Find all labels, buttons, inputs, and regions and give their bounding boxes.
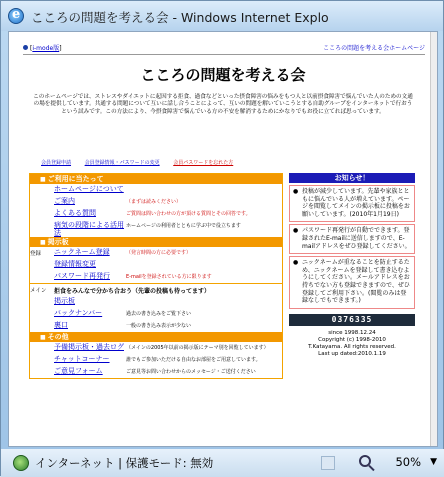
status-bar (1, 449, 444, 477)
chat-desc: 誰でもご参加いただける自由なお部屋をご用意しています。 (126, 357, 261, 363)
nickname-desc: （発言時間の方に必要です） (126, 250, 192, 256)
section-header: ■ ご利用に当たって (30, 174, 282, 184)
backnumber-desc: 過去の書き込みをご覧下さい (126, 311, 192, 317)
notice-item: ● パスワード再発行が自動でできます。登録されたE-mailに送信しますので、E-mailアドレスをぜひ登録してください。 (289, 224, 415, 254)
row-label: メイン (30, 288, 47, 294)
menu-row (30, 196, 282, 208)
page-title: こころの問題を考える会 (140, 66, 306, 84)
backdoor-desc: 一般の書き込み表示が少ない (126, 323, 192, 329)
updated-text: Last up dated:2010.1.19 (318, 350, 386, 357)
backdoor-link[interactable]: 裏口 (54, 321, 68, 329)
notice-header: お知らせ！ (289, 173, 415, 183)
password-reissue-link[interactable]: パスワード再発行 (54, 272, 110, 280)
chevron-down-icon[interactable]: ▼ (430, 457, 437, 467)
about-link[interactable]: ホームページについて (54, 185, 124, 193)
page-viewport[interactable] (8, 31, 438, 447)
password-desc: E-mailを登録されている方に限ります (126, 274, 212, 280)
copyright-text: Copyright (c) 1998-2010 (318, 336, 386, 343)
menu-row (30, 259, 282, 271)
title-bar (1, 1, 443, 31)
menu-row (30, 342, 282, 354)
vertical-scrollbar[interactable] (430, 32, 437, 446)
imode-link[interactable]: i-mode版 (32, 45, 60, 52)
feedback-desc: ご意見等お問い合わせからのメッセージ・ご送付ください (126, 369, 256, 375)
intro-text: このホームページでは、ストレスやダイエットに起因する拒食、過食などといった摂食障害の悩みをもつ人と以前摂食障害で悩んでいた人のための文通の場を提供しています。共通する問題について互いに話し合うことによって、互いの問題を解いていこうとする自助グループをインターネットで行おうという試みです。この方法により、今摂食障害で悩んでいる方の不安を解消するためにかなりでもお役に立てれば思っています。 (33, 94, 413, 115)
ie-icon (8, 8, 24, 24)
bullet-icon (23, 45, 28, 50)
quick-link-change[interactable]: 会員登録情報・パスワードの変更 (84, 160, 160, 166)
guide-link[interactable]: ご案内 (54, 197, 75, 205)
main-board-title: 拒食をみんなで分かち合おう（先輩の投稿も待ってます） (54, 288, 211, 295)
menu-row (30, 366, 282, 378)
zoom-level[interactable]: 50% (395, 455, 421, 469)
since-text: since 1998.12.24 (328, 329, 376, 336)
chat-link[interactable]: チャットコーナー (54, 355, 110, 363)
feedback-link[interactable]: ご意見フォーム (54, 367, 103, 375)
menu-row (30, 354, 282, 366)
menu-row (30, 271, 282, 283)
section-header: ■ その他 (30, 332, 282, 342)
menu-row (30, 208, 282, 220)
menu-row (30, 283, 282, 296)
faq-link[interactable]: よくある質問 (54, 209, 96, 217)
divider (23, 54, 425, 55)
nickname-link[interactable]: ニックネーム登録 (54, 248, 110, 256)
faq-desc: ご質問は問い合わせの方が頂ける質問とその回答です。 (126, 211, 251, 217)
footer-info (289, 330, 415, 358)
menu-row (30, 308, 282, 320)
notice-panel (289, 173, 415, 358)
notice-item: ● ニックネームが重なることを防止するため、ニックネームを登録して書き込むようにしてください。メールアドレスをお持ちでない方も登録できますので、ぜひ登録してご利用下さい。(閲覧のみは登録なしでもできます。) (289, 256, 415, 309)
page (13, 32, 433, 447)
security-icon[interactable] (321, 456, 335, 470)
status-zone-text: インターネット | 保護モード: 無効 (35, 456, 214, 470)
backup-desc: （メインの2005年以前の掲示版にテーマ別を回覧しています） (126, 345, 269, 351)
backup-board-link[interactable]: 予備掲示板・過去ログ (54, 343, 124, 351)
usage-link[interactable]: 病気の段階による活用法 (54, 221, 124, 237)
quick-link-register[interactable]: 会員登録申請 (41, 160, 72, 166)
menu-row (30, 296, 282, 308)
menu-row (30, 184, 282, 196)
main-menu (29, 173, 283, 379)
backnumber-link[interactable]: バックナンバー (54, 309, 103, 317)
quick-links (41, 159, 421, 166)
globe-icon (13, 455, 29, 471)
zoom-icon[interactable] (359, 455, 371, 467)
menu-row (30, 220, 282, 237)
visitor-counter: 0376335 (289, 314, 415, 326)
author-text: T.Katayama. All rights reserved. (308, 343, 396, 350)
usage-desc: ホームページの利用者とともに学ぶ中で役立ちます (126, 223, 241, 229)
mode-link-wrap: [i-mode版] (23, 43, 62, 52)
menu-row (30, 247, 282, 259)
header-right-text: こころの問題を考える会ホームページ (323, 45, 425, 52)
quick-link-forgot[interactable]: 会員パスワードを忘れた方 (173, 160, 234, 166)
section-header: ■ 掲示板 (30, 237, 282, 247)
window-title: こころの問題を考える会 - Windows Internet Explo (31, 10, 329, 25)
update-info-link[interactable]: 登録情報変更 (54, 260, 96, 268)
board-link[interactable]: 掲示板 (54, 297, 75, 305)
guide-desc: （まずは読みください） (126, 199, 182, 205)
row-label: 登録 (30, 251, 42, 257)
notice-item: ● 投稿が減少しています。先輩や家族とともに悩んでいる人が増えています。ページを閲覧してメインの掲示板に投稿をお願いしています。(2010年1月19日) (289, 185, 415, 222)
menu-row (30, 320, 282, 332)
